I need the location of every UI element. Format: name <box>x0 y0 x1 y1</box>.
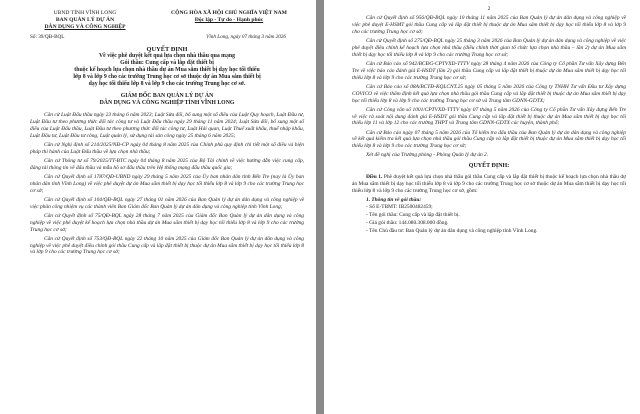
info-bullet: - Tên gói thầu: Cung cấp và lắp đặt thiết bị. <box>366 211 460 218</box>
info-bullet: - Số E-TBMT: IB2500482459; <box>366 203 433 210</box>
legal-basis-paragraph: Căn cứ Quyết định số 1787/QĐ-UBND ngày 29 tháng 5 năm 2025 của Ủy ban nhân dân tỉnh Bến Tre (nay là Ủy ban nhân dân tỉnh Vĩnh Long) về việc phê duyệt dự án Mua sắm thiết bị dạy học tối thiểu lớp 8 và lớp 9 cho các trường Trung học cơ sở; <box>30 173 304 194</box>
article-1-text: Phê duyệt kết quả lựa chọn nhà thầu gói thầu Cung cấp và lắp đặt thiết bị thuộc kế hoạch lựa chọn nhà thầu dự án Mua sắm thiết bị dạy học tối thiểu lớp 8 và lớp 9 cho các trường Trung học cơ sở thuộc dự án Mua sắm thiết bị dạy học tối thiểu lớp 8 và lớp 9 cho các trường Trung học cơ sở, gồm: <box>352 174 626 195</box>
document-page-1 <box>0 0 316 414</box>
authority-block <box>30 93 304 107</box>
agency-line-2: BAN QUẢN LÝ DỰ ÁN <box>55 17 115 23</box>
motto-line-2: Độc lập - Tự do - Hạnh phúc <box>194 17 264 23</box>
subject-line: dạy học tối thiểu lớp 8 và lớp 9 cho các trường Trung học cơ sở. <box>88 81 246 87</box>
section-1-label: 1. Thông tin về gói thầu: <box>366 197 422 204</box>
decision-title: QUYẾT ĐỊNH <box>146 46 188 53</box>
legal-basis-paragraph: Căn cứ Quyết định số 75/QĐ-BQL ngày 28 tháng 7 năm 2025 của Giám đốc Ban Quản lý dự án dân dụng và công nghiệp về việc phê duyệt kế hoạch lựa chọn nhà thầu dự án Mua sắm thiết bị dạy học tối thiểu lớp 8 và lớp 9 cho các trường Trung học cơ sở; <box>30 212 304 233</box>
legal-basis-paragraph: Căn cứ Báo cáo số 942/BCĐG-CPTVXD-TTTV ngày 28 tháng 4 năm 2026 của Công ty Cổ phần Tư vấn Xây dựng Bến Tre về việc báo cáo đánh giá E-HSDT (lần 2) gói thầu Cung cấp và lắp đặt thiết bị thuộc dự án Mua sắm thiết bị dạy học tối thiểu lớp 8 và lớp 9 cho các trường Trung học cơ sở; <box>352 60 626 81</box>
legal-basis-paragraph: Căn cứ Công văn số 1001/CPTVXD-TTTV ngày 07 tháng 5 năm 2026 của Công ty Cổ phần Tư vấn Xây dựng Bến Tre về việc rà soát nội dung đánh giá E-HSDT gói thầu Cung cấp và lắp đặt thiết bị thuộc dự án Mua sắm thiết bị dạy học tối thiểu lớp 11 và lớp 12 cho các trường THPT và Trung tâm GDNN-GDTX các huyện, thành phố; <box>352 106 626 127</box>
authority-line: DÂN DỤNG VÀ CÔNG NGHIỆP TỈNH VĨNH LONG <box>99 100 235 106</box>
decision-title-block <box>30 46 304 88</box>
legal-basis-paragraph: Căn cứ Quyết định số 753/QĐ-BQL ngày 22 tháng 10 năm 2025 của Giám đốc Ban Quản lý dự án dân dụng và công nghiệp về việc phê duyệt điều chỉnh gói thầu Cung cấp và lắp đặt thiết bị thuộc dự án Mua sắm thiết bị dạy học tối thiểu lớp 8 và lớp 9 cho các trường Trung học cơ sở; <box>30 235 304 256</box>
document-page-2 <box>324 0 640 414</box>
authority-line: GIÁM ĐỐC BAN QUẢN LÝ DỰ ÁN <box>120 93 214 99</box>
motto-line-1: CỘNG HÒA XÃ HỘI CHỦ NGHĨA VIỆT NAM <box>171 10 287 16</box>
agency-line-3: DÂN DỤNG VÀ CÔNG NGHIỆP <box>44 24 126 30</box>
legal-basis-paragraph: Căn cứ Báo cáo ngày 07 tháng 5 năm 2026 của Tổ kiểm tra đấu thầu của Ban Quản lý dự án dân dụng và công nghiệp về kết quả kiểm tra kết quả lựa chọn nhà thầu gói thầu Cung cấp và lắp đặt thiết bị thuộc dự án Mua sắm thiết bị dạy học tối thiểu lớp 8 và lớp 9 cho các trường Trung học cơ sở; <box>352 129 626 150</box>
legal-basis-paragraph: Căn cứ Quyết định số 275/QĐ-BQL ngày 25 tháng 3 năm 2026 của Ban Quản lý dự án dân dụng và công nghiệp về việc phê duyệt điều chỉnh kế hoạch lựa chọn nhà thầu (điều chỉnh thời gian tổ chức lựa chọn nhà thầu – lần 2) dự án Mua sắm thiết bị dạy học tối thiểu lớp 8 và lớp 9 cho các trường Trung học cơ sở; <box>352 37 626 58</box>
subject-line: lớp 8 và lớp 9 cho các trường Trung học cơ sở thuộc dự án Mua sắm thiết bị <box>73 74 261 80</box>
legal-basis-paragraph: Căn cứ Nghị định số 214/2025/NĐ-CP ngày 04 tháng 8 năm 2025 của Chính phủ quy định chi tiết một số điều và biện pháp thi hành của Luật Đấu thầu về lựa chọn nhà thầu; <box>30 141 304 155</box>
document-meta <box>30 34 304 40</box>
issuing-agency <box>30 10 140 31</box>
article-1 <box>352 174 626 195</box>
subject-line: Về việc phê duyệt kết quả lựa chọn nhà thầu qua mạng <box>98 53 236 59</box>
info-bullet: - Giá gói thầu: 144.080.308.000 đồng. <box>366 219 449 226</box>
info-bullet: - Tên Chủ đầu tư: Ban Quản lý dự án dân dụng và công nghiệp tỉnh Vĩnh Long. <box>366 227 538 234</box>
proposal-paragraph: Xét đề nghị của Trưởng phòng - Phòng Quản lý dự án 2. <box>366 152 489 159</box>
article-1-label: Điều 1. <box>366 174 383 181</box>
legal-basis-paragraph: Căn cứ Quyết định số 956/QĐ-BQL ngày 10 tháng 11 năm 2025 của Ban Quản lý dự án dân dụng và công nghiệp về việc phê duyệt E-HSMT gói thầu Cung cấp và lắp đặt thiết bị thuộc dự án Mua sắm thiết bị dạy học tối thiểu lớp 8 và lớp 9 cho các trường Trung học cơ sở; <box>352 15 626 35</box>
decides-heading: QUYẾT ĐỊNH: <box>468 163 510 170</box>
national-motto <box>154 10 304 31</box>
legal-basis-paragraph: Căn cứ Thông tư số 79/2025/TT-BTC ngày 04 tháng 8 năm 2025 của Bộ Tài chính về việc hướng dẫn việc cung cấp, đăng tải thông tin về đấu thầu và mẫu hồ sơ đấu thầu trên Hệ thống mạng đấu thầu quốc gia; <box>30 157 304 171</box>
document-header <box>30 10 304 31</box>
subject-line: Gói thầu: Cung cấp và lắp đặt thiết bị <box>120 60 214 66</box>
legal-basis-continued <box>352 15 626 159</box>
legal-basis-paragraph: Căn cứ Báo cáo số 08A/BCTĐ-KQLCNT.25 ngày 05 tháng 5 năm 2026 của Công ty TNHH Tư vấn Đầu tư Xây dựng COVICO về việc thẩm định kết quả lựa chọn nhà thầu gói thầu Cung cấp và lắp đặt thiết bị thuộc dự án Mua sắm thiết bị dạy học tối thiểu lớp 8 và lớp 9 cho các trường Trung học cơ sở và Trung tâm GDNN-GDTX; <box>352 83 626 104</box>
subject-line: thuộc kế hoạch lựa chọn nhà thầu dự án Mua sắm thiết bị dạy học tối thiểu <box>74 67 260 73</box>
page-number: 2 <box>487 6 491 12</box>
agency-line-1: UBND TỈNH VĨNH LONG <box>53 10 117 16</box>
legal-basis-paragraph: Căn cứ Luật Đấu thầu ngày 23 tháng 6 năm 2023; Luật Sửa đổi, bổ sung một số điều của Luật Quy hoạch, Luật Đầu tư, Luật Đầu tư theo phương thức đối tác công tư và Luật Đấu thầu ngày 29 tháng 11 năm 2024; Luật Sửa đổi, bổ sung một số điều của Luật Đấu thầu, Luật Đầu tư theo phương thức đối tác công tư, Luật Hải quan, Luật Thuế xuất khẩu, thuế nhập khẩu, Luật Đầu tư, Luật Đầu tư công, Luật quản lý, sử dụng tài sản công ngày 25 tháng 6 năm 2025; <box>30 112 304 139</box>
legal-basis <box>30 112 304 256</box>
document-date: Vĩnh Long, ngày 07 tháng 3 năm 2026 <box>206 34 286 40</box>
legal-basis-paragraph: Căn cứ Quyết định số 104/QĐ-BQL ngày 27 tháng 01 năm 2026 của Ban Quản lý dự án dân dụng và công nghiệp về việc phân công nhiệm vụ các thành viên Ban Giám đốc Ban Quản lý dự án dân dụng và công nghiệp tỉnh Vĩnh Long; <box>30 196 304 210</box>
document-number: Số: 39/QĐ-BQL <box>30 34 65 40</box>
